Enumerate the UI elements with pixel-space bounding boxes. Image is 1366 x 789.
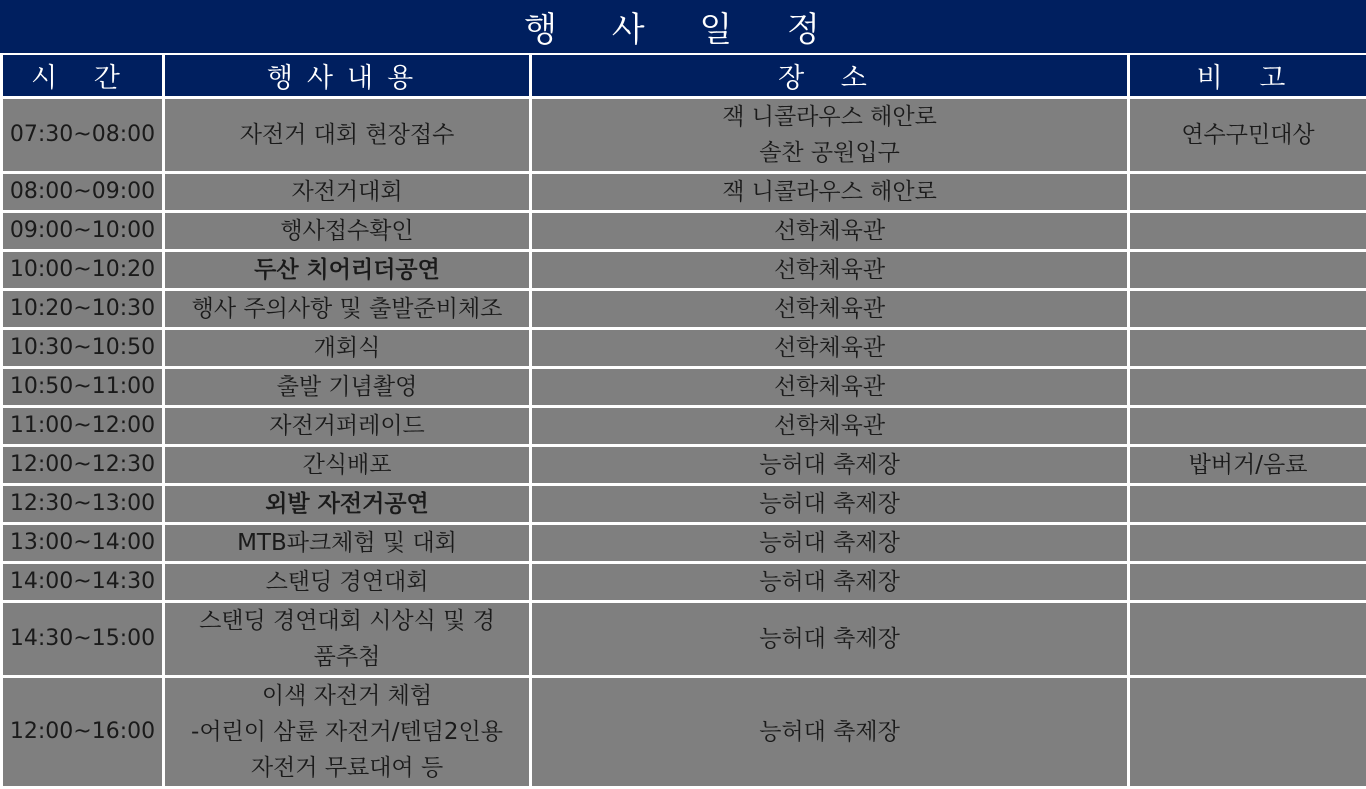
header-content: 행사내용 [164,55,531,98]
note-cell [1129,368,1366,407]
table-row [2,329,1366,368]
place-cell [531,485,1129,524]
table-row [2,677,1366,788]
content-cell-line: 개회식 [167,330,527,366]
time-cell-line: 10:50~11:00 [5,369,160,405]
time-cell-line: 08:00~09:00 [5,174,160,210]
content-cell-line: 행사접수확인 [167,213,527,249]
time-cell [2,173,164,212]
header-place: 장 소 [531,55,1129,98]
table-row [2,173,1366,212]
content-cell-line: 스탠딩 경연대회 [167,564,527,600]
table-row [2,524,1366,563]
time-cell-line: 11:00~12:00 [5,408,160,444]
content-cell-line: 두산 치어리더공연 [167,252,527,288]
table-row [2,602,1366,677]
place-cell-line: 솔찬 공원입구 [534,135,1125,171]
content-cell-line: 자전거 무료대여 등 [167,750,527,786]
place-cell [531,368,1129,407]
time-cell-line: 10:00~10:20 [5,252,160,288]
place-cell-line: 능허대 축제장 [534,447,1125,483]
time-cell-line: 12:30~13:00 [5,486,160,522]
time-cell-line: 09:00~10:00 [5,213,160,249]
content-cell-line: 자전거퍼레이드 [167,408,527,444]
place-cell [531,212,1129,251]
note-cell [1129,677,1366,788]
note-cell [1129,407,1366,446]
note-cell [1129,602,1366,677]
place-cell-line: 잭 니콜라우스 해안로 [534,99,1125,135]
content-cell [164,329,531,368]
content-cell [164,407,531,446]
place-cell-line: 선학체육관 [534,252,1125,288]
place-cell-line: 선학체육관 [534,291,1125,327]
place-cell [531,563,1129,602]
place-cell-line: 능허대 축제장 [534,714,1125,750]
page-title: 행 사 일 정 [0,0,1366,53]
place-cell-line: 선학체육관 [534,369,1125,405]
note-cell-line: 연수구민대상 [1132,117,1364,153]
place-cell [531,677,1129,788]
content-cell-line: 외발 자전거공연 [167,486,527,522]
content-cell [164,677,531,788]
place-cell [531,98,1129,173]
note-cell [1129,563,1366,602]
time-cell [2,524,164,563]
time-cell [2,485,164,524]
content-cell-line: 이색 자전거 체험 [167,678,527,714]
place-cell-line: 능허대 축제장 [534,486,1125,522]
table-row [2,251,1366,290]
table-row [2,563,1366,602]
place-cell [531,407,1129,446]
note-cell [1129,290,1366,329]
time-cell-line: 14:00~14:30 [5,564,160,600]
place-cell-line: 선학체육관 [534,213,1125,249]
note-cell [1129,212,1366,251]
place-cell [531,329,1129,368]
time-cell [2,251,164,290]
time-cell [2,446,164,485]
content-cell-line: 스탠딩 경연대회 시상식 및 경 [167,603,527,639]
place-cell-line: 능허대 축제장 [534,564,1125,600]
time-cell [2,677,164,788]
note-cell-line: 밥버거/음료 [1132,447,1364,483]
place-cell-line: 선학체육관 [534,408,1125,444]
content-cell-line: 자전거대회 [167,174,527,210]
time-cell [2,407,164,446]
time-cell-line: 12:00~16:00 [5,714,160,750]
content-cell-line: -어린이 삼륜 자전거/텐덤2인용 [167,714,527,750]
content-cell [164,563,531,602]
place-cell [531,446,1129,485]
content-cell [164,251,531,290]
note-cell [1129,98,1366,173]
content-cell [164,446,531,485]
schedule-table [0,55,1366,789]
note-cell [1129,173,1366,212]
content-cell-line: 출발 기념촬영 [167,369,527,405]
time-cell-line: 10:30~10:50 [5,330,160,366]
time-cell-line: 13:00~14:00 [5,525,160,561]
schedule-body [2,98,1366,788]
place-cell [531,290,1129,329]
table-row [2,485,1366,524]
place-cell-line: 잭 니콜라우스 해안로 [534,174,1125,210]
content-cell-line: 품추첨 [167,639,527,675]
time-cell-line: 10:20~10:30 [5,291,160,327]
table-row [2,407,1366,446]
content-cell [164,212,531,251]
place-cell-line: 능허대 축제장 [534,621,1125,657]
table-row [2,212,1366,251]
table-row [2,368,1366,407]
time-cell-line: 12:00~12:30 [5,447,160,483]
header-note: 비 고 [1129,55,1366,98]
time-cell [2,212,164,251]
content-cell-line: MTB파크체험 및 대회 [167,525,527,561]
content-cell [164,173,531,212]
table-row [2,98,1366,173]
note-cell [1129,251,1366,290]
place-cell-line: 선학체육관 [534,330,1125,366]
note-cell [1129,485,1366,524]
content-cell [164,98,531,173]
time-cell [2,98,164,173]
time-cell [2,368,164,407]
header-row [2,55,1366,98]
place-cell [531,524,1129,563]
content-cell [164,485,531,524]
place-cell-line: 능허대 축제장 [534,525,1125,561]
content-cell [164,368,531,407]
content-cell-line: 자전거 대회 현장접수 [167,117,527,153]
content-cell-line: 간식배포 [167,447,527,483]
header-time: 시 간 [2,55,164,98]
table-row [2,290,1366,329]
content-cell [164,602,531,677]
time-cell-line: 14:30~15:00 [5,621,160,657]
content-cell-line: 행사 주의사항 및 출발준비체조 [167,291,527,327]
time-cell [2,290,164,329]
time-cell [2,329,164,368]
place-cell [531,251,1129,290]
note-cell [1129,524,1366,563]
time-cell [2,602,164,677]
table-row [2,446,1366,485]
content-cell [164,290,531,329]
time-cell-line: 07:30~08:00 [5,117,160,153]
place-cell [531,602,1129,677]
note-cell [1129,329,1366,368]
content-cell [164,524,531,563]
note-cell [1129,446,1366,485]
place-cell [531,173,1129,212]
time-cell [2,563,164,602]
